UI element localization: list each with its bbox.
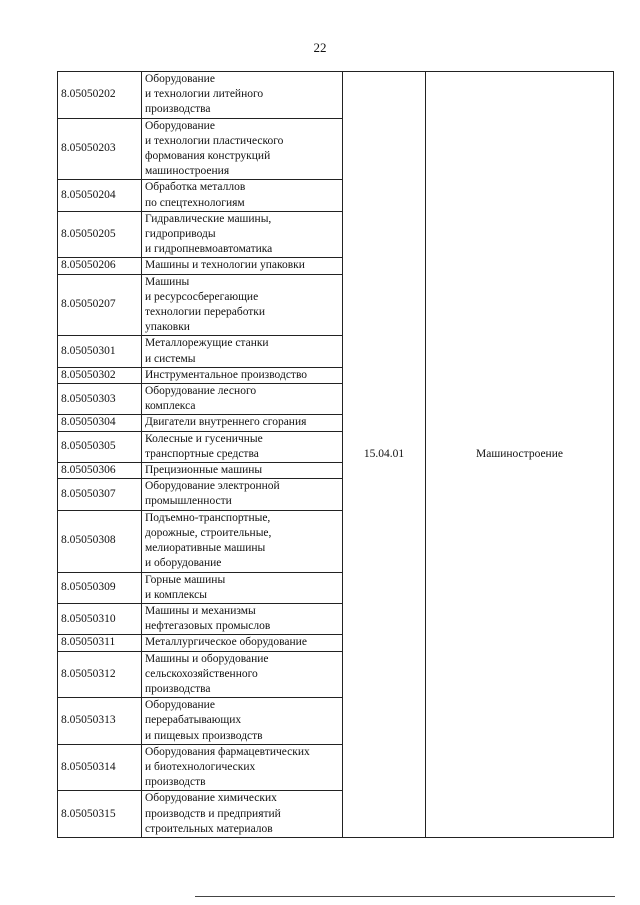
specialty-code: 8.05050310 <box>58 603 142 634</box>
specialty-name: Подъемно-транспортные, дорожные, строительные, мелиоративные машины и оборудование <box>142 510 343 572</box>
specialty-code: 8.05050302 <box>58 367 142 383</box>
specialty-name: Машины и ресурсосберегающие технологии переработки упаковки <box>142 274 343 336</box>
specialty-code: 8.05050204 <box>58 180 142 211</box>
specialty-name: Оборудование и технологии пластического формования конструкций машиностроения <box>142 118 343 180</box>
specialty-code: 8.05050308 <box>58 510 142 572</box>
specialty-name: Инструментальное производство <box>142 367 343 383</box>
specialty-code: 8.05050311 <box>58 635 142 651</box>
specialty-name: Оборудование электронной промышленности <box>142 479 343 510</box>
specialty-name: Металлорежущие станки и системы <box>142 336 343 367</box>
specialty-code: 8.05050206 <box>58 258 142 274</box>
specialty-code: 8.05050207 <box>58 274 142 336</box>
specialty-name: Оборудование лесного комплекса <box>142 384 343 415</box>
specialty-name: Колесные и гусеничные транспортные средства <box>142 431 343 462</box>
specialty-name: Оборудование химических производств и предприятий строительных материалов <box>142 791 343 838</box>
page-number: 22 <box>313 40 327 55</box>
footer-rule <box>195 896 615 897</box>
specialty-table-body <box>58 72 614 838</box>
group-code: 15.04.01 <box>343 72 426 838</box>
specialty-name: Горные машины и комплексы <box>142 572 343 603</box>
specialty-code: 8.05050314 <box>58 744 142 791</box>
specialty-name: Прецизионные машины <box>142 463 343 479</box>
group-name: Машиностроение <box>426 72 614 838</box>
specialty-name: Машины и технологии упаковки <box>142 258 343 274</box>
specialty-name: Оборудование перерабатывающих и пищевых производств <box>142 698 343 745</box>
specialty-code: 8.05050203 <box>58 118 142 180</box>
specialty-code: 8.05050304 <box>58 415 142 431</box>
specialty-name: Обработка металлов по спецтехнологиям <box>142 180 343 211</box>
specialty-code: 8.05050309 <box>58 572 142 603</box>
specialty-name: Металлургическое оборудование <box>142 635 343 651</box>
specialty-code: 8.05050303 <box>58 384 142 415</box>
specialty-code: 8.05050305 <box>58 431 142 462</box>
specialty-code: 8.05050313 <box>58 698 142 745</box>
specialty-code: 8.05050312 <box>58 651 142 698</box>
specialty-name: Оборудования фармацевтических и биотехнологических производств <box>142 744 343 791</box>
specialty-name: Машины и оборудование сельскохозяйственного производства <box>142 651 343 698</box>
specialty-name: Двигатели внутреннего сгорания <box>142 415 343 431</box>
table-row <box>58 72 614 119</box>
specialty-code: 8.05050315 <box>58 791 142 838</box>
specialty-code: 8.05050306 <box>58 463 142 479</box>
specialty-code: 8.05050205 <box>58 211 142 258</box>
specialty-code: 8.05050301 <box>58 336 142 367</box>
specialty-name: Машины и механизмы нефтегазовых промыслов <box>142 603 343 634</box>
specialty-code: 8.05050307 <box>58 479 142 510</box>
specialty-name: Оборудование и технологии литейного производства <box>142 72 343 119</box>
specialty-table <box>57 71 614 838</box>
specialty-code: 8.05050202 <box>58 72 142 119</box>
specialty-name: Гидравлические машины, гидроприводы и гидропневмоавтоматика <box>142 211 343 258</box>
